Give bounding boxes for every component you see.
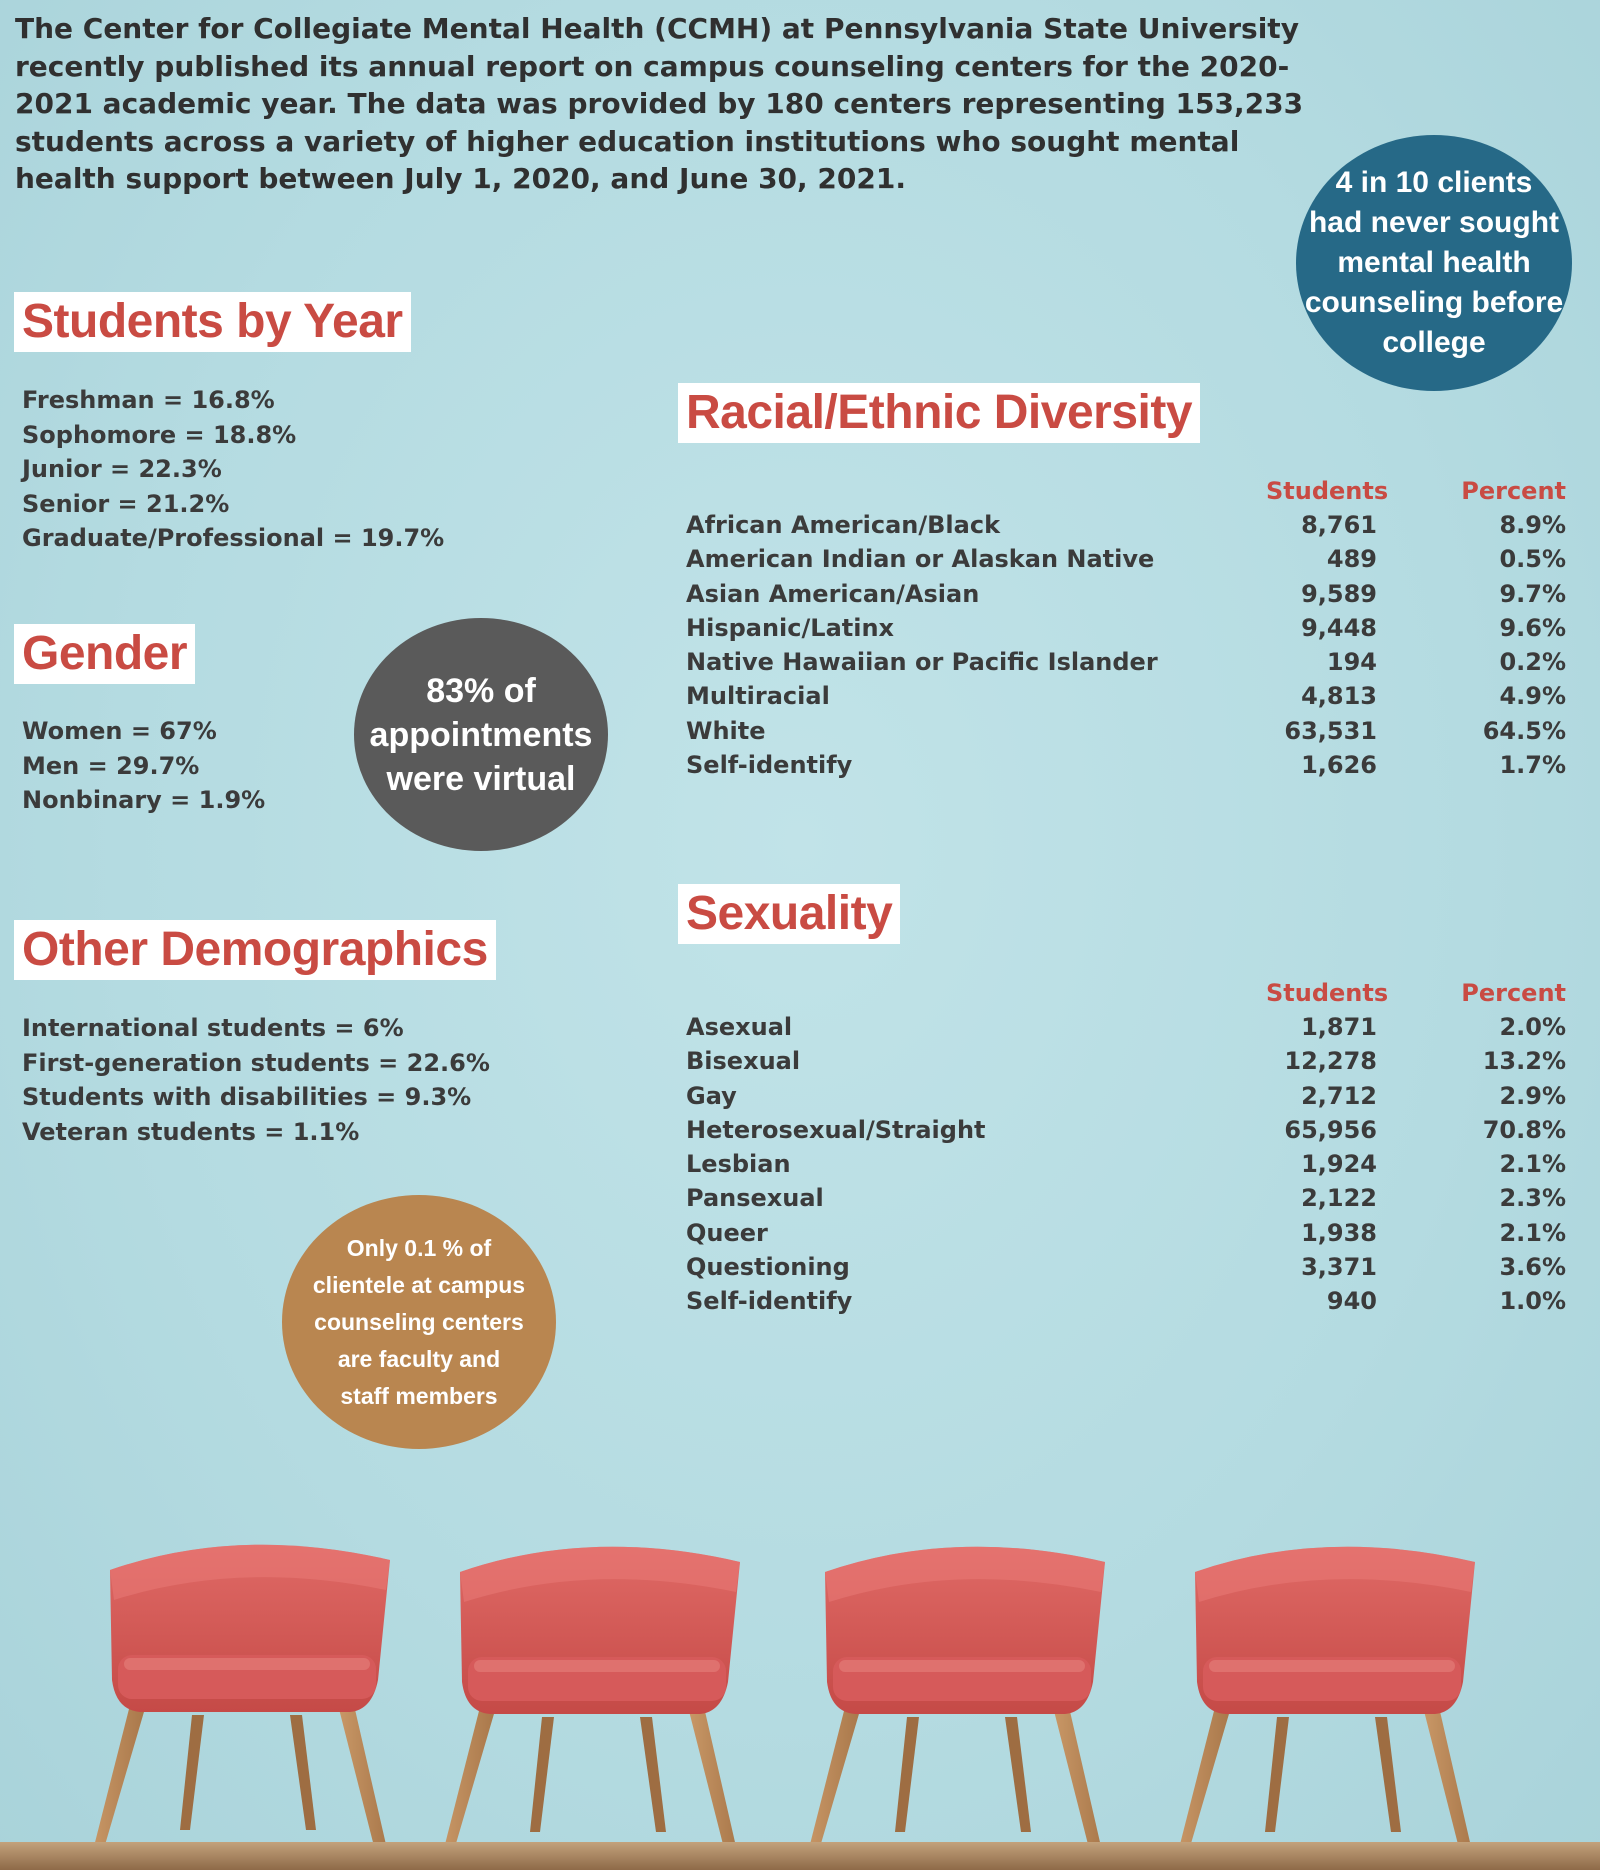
row-percent-value: 0.5% (1499, 545, 1566, 574)
row-students-value: 3,371 (1301, 1253, 1377, 1282)
row-students-value: 1,871 (1301, 1013, 1377, 1041)
row-students-value: 9,589 (1301, 579, 1377, 608)
table-row (686, 1284, 1566, 1318)
table-header (686, 976, 1566, 1010)
bubble-line: college (1382, 326, 1486, 359)
row-label: African American/Black (686, 511, 1001, 539)
row-percent-value: 1.7% (1499, 751, 1566, 780)
bubble-line: 4 in 10 clients (1335, 166, 1533, 199)
bubble-line: counseling centers (314, 1308, 524, 1335)
row-label: Self-identify (686, 751, 853, 780)
table-row (686, 645, 1566, 679)
first-time-counseling-bubble (1296, 135, 1572, 391)
row-percent-value: 9.6% (1499, 613, 1566, 642)
table-row (686, 1181, 1566, 1215)
row-percent-value: 1.0% (1499, 1287, 1566, 1316)
row-label: Gay (686, 1081, 737, 1110)
list-item: Graduate/Professional = 19.7% (22, 524, 445, 552)
row-percent-value: 13.2% (1482, 1047, 1566, 1076)
percent-column-header: Percent (1461, 979, 1566, 1007)
table-row (686, 748, 1566, 782)
floor (0, 1842, 1600, 1870)
row-label: Questioning (686, 1253, 850, 1282)
row-percent-value: 3.6% (1499, 1253, 1566, 1282)
row-label: Heterosexual/Straight (686, 1115, 986, 1144)
list-item: Nonbinary = 1.9% (22, 786, 266, 814)
table-row (686, 1079, 1566, 1113)
list-item: Freshman = 16.8% (22, 386, 275, 414)
row-label: Native Hawaiian or Pacific Islander (686, 648, 1158, 677)
row-label: Asexual (686, 1013, 793, 1041)
row-label: Hispanic/Latinx (686, 613, 895, 642)
bubble-line: staff members (340, 1382, 498, 1409)
bubble-line: are faculty and (337, 1345, 501, 1372)
table-row (686, 679, 1566, 713)
bubble-line: were virtual (386, 759, 576, 798)
row-label: American Indian or Alaskan Native (686, 545, 1155, 574)
row-label: Asian American/Asian (686, 579, 980, 608)
row-percent-value: 2.1% (1499, 1150, 1566, 1179)
list-item: Women = 67% (22, 717, 217, 745)
row-students-value: 12,278 (1284, 1047, 1377, 1076)
row-percent-value: 2.0% (1499, 1013, 1566, 1041)
row-label: Lesbian (686, 1150, 791, 1179)
virtual-appointments-bubble (354, 618, 608, 851)
table-body (686, 508, 1566, 782)
row-students-value: 9,448 (1301, 613, 1377, 642)
row-label: Pansexual (686, 1184, 824, 1213)
list-item: Junior = 22.3% (22, 455, 222, 483)
intro-paragraph: The Center for Collegiate Mental Health (CCMH) at Pennsylvania State University recently published its annual report on campus counseling centers for the 2020-2021 academic year. The data was provided by 180 centers representing 153,233 students across a variety of higher education institutions who sought mental health support between July 1, 2020, and June 30, 2021. (15, 12, 1304, 195)
chair-2 (440, 1547, 740, 1842)
row-percent-value: 2.1% (1499, 1218, 1566, 1247)
gender-list (22, 714, 265, 818)
table-row (686, 714, 1566, 748)
list-item: Senior = 21.2% (22, 489, 230, 518)
table-header (686, 474, 1566, 508)
row-students-value: 1,938 (1301, 1218, 1377, 1247)
students-by-year-heading: Students by Year (14, 292, 411, 352)
row-label: Bisexual (686, 1047, 801, 1076)
students-column-header: Students (1266, 979, 1389, 1007)
list-item: International students = 6% (22, 1014, 404, 1042)
table-row (686, 1010, 1566, 1044)
table-row (686, 611, 1566, 645)
row-students-value: 65,956 (1284, 1115, 1377, 1144)
row-students-value: 4,813 (1301, 682, 1377, 711)
waiting-room-chairs (0, 1510, 1600, 1842)
list-item: Sophomore = 18.8% (22, 420, 297, 449)
table-row (686, 1113, 1566, 1147)
faculty-clientele-bubble (282, 1195, 556, 1449)
row-students-value: 940 (1326, 1287, 1377, 1316)
row-percent-value: 4.9% (1499, 682, 1566, 711)
bubble-line: mental health (1337, 246, 1531, 279)
table-row (686, 508, 1566, 542)
row-students-value: 8,761 (1301, 511, 1377, 539)
row-students-value: 1,626 (1301, 751, 1377, 780)
list-item: Men = 29.7% (22, 751, 200, 780)
row-percent-value: 8.9% (1499, 511, 1566, 539)
other-demographics-heading: Other Demographics (14, 920, 496, 980)
percent-column-header: Percent (1461, 477, 1566, 505)
racial-ethnic-table (686, 474, 1566, 782)
row-percent-value: 70.8% (1482, 1115, 1566, 1144)
list-item: Students with disabilities = 9.3% (22, 1083, 472, 1111)
racial-ethnic-heading: Racial/Ethnic Diversity (678, 383, 1200, 443)
bubble-line: appointments (369, 715, 593, 754)
row-students-value: 489 (1326, 545, 1377, 574)
bubble-line: had never sought (1308, 206, 1560, 239)
table-row (686, 577, 1566, 611)
table-row (686, 1044, 1566, 1078)
students-by-year-list (22, 383, 444, 556)
table-row (686, 1250, 1566, 1284)
bubble-line: clientele at campus (312, 1271, 526, 1298)
table-row (686, 1147, 1566, 1181)
chair-3 (805, 1547, 1105, 1842)
row-students-value: 1,924 (1301, 1150, 1377, 1179)
bubble-line: 83% of (426, 671, 536, 710)
list-item: Veteran students = 1.1% (22, 1117, 360, 1146)
row-label: White (686, 716, 766, 745)
other-demographics-list (22, 1011, 490, 1149)
row-label: Self-identify (686, 1287, 853, 1316)
sexuality-table (686, 976, 1566, 1319)
row-percent-value: 2.9% (1499, 1081, 1566, 1110)
row-percent-value: 2.3% (1499, 1184, 1566, 1213)
row-students-value: 2,122 (1301, 1184, 1377, 1213)
students-column-header: Students (1266, 477, 1389, 505)
table-body (686, 1010, 1566, 1319)
row-students-value: 63,531 (1284, 716, 1377, 745)
row-label: Multiracial (686, 682, 830, 711)
bubble-line: Only 0.1 % of (346, 1234, 492, 1261)
row-percent-value: 64.5% (1482, 716, 1566, 745)
list-item: First-generation students = 22.6% (22, 1048, 490, 1077)
bubble-line: counseling before (1304, 286, 1564, 319)
chair-1 (90, 1545, 390, 1842)
row-percent-value: 0.2% (1499, 648, 1566, 677)
sexuality-heading: Sexuality (678, 884, 900, 944)
row-students-value: 2,712 (1301, 1081, 1377, 1110)
table-row (686, 542, 1566, 576)
gender-heading: Gender (14, 624, 195, 684)
table-row (686, 1216, 1566, 1250)
row-label: Queer (686, 1218, 768, 1247)
chair-4 (1175, 1547, 1475, 1842)
row-students-value: 194 (1326, 648, 1377, 677)
row-percent-value: 9.7% (1499, 579, 1566, 608)
